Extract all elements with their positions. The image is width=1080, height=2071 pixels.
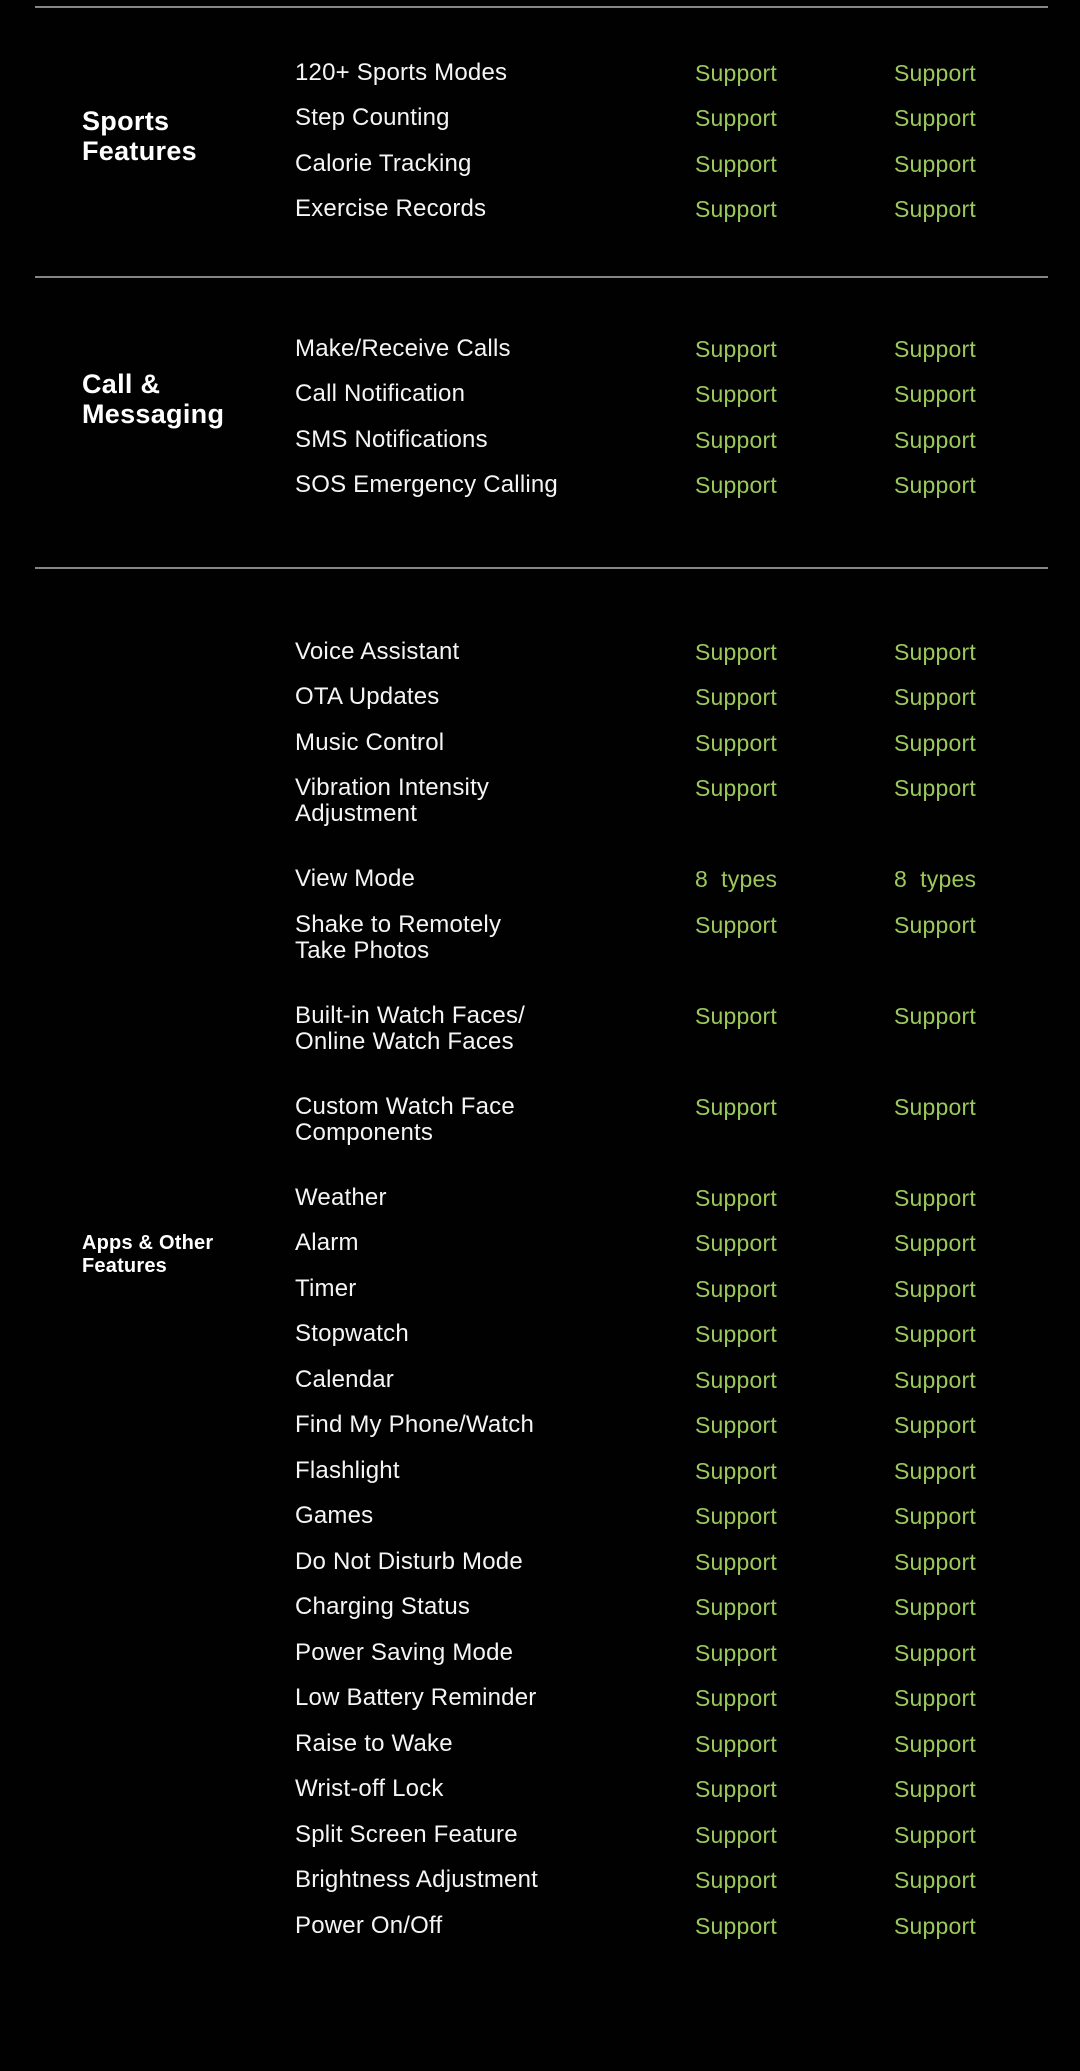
table-row [295,1676,1080,1722]
table-row [295,629,1080,675]
feature-name-line: Call Notification [295,380,466,407]
section-rows [295,629,1080,1949]
feature-name-line: Low Battery Reminder [295,1684,537,1711]
feature-name-line: Calendar [295,1365,394,1393]
support-value-col2: Support [894,1639,976,1666]
support-value-col2: Support [894,729,976,756]
table-row [295,1494,1080,1540]
section-label [82,106,292,166]
table-row [295,96,1080,142]
support-value-col1: Support [695,1548,777,1575]
table-row [295,1812,1080,1858]
support-value-col1: Support [695,1230,777,1256]
section-label [82,1232,292,1278]
support-value-col2: Support [894,1912,976,1939]
table-row [295,463,1080,509]
section-call-and-messaging [0,326,1080,508]
table-row [295,1903,1080,1949]
feature-name [295,141,695,177]
feature-name [295,1357,695,1393]
section-label-line: Features [82,1255,167,1277]
support-value-col2: Support [894,196,976,222]
support-value-col2: Support [894,426,976,453]
section-label-line: Features [82,136,197,166]
feature-name [295,463,695,499]
feature-name-line: Components [295,1118,434,1146]
feature-name [295,326,695,362]
support-value-col1: Support [695,1821,777,1848]
support-value-col1: Support [695,196,777,222]
support-value-col1: Support [695,1639,777,1666]
feature-name-line: Charging Status [295,1593,471,1620]
feature-name-line: Do Not Disturb Mode [295,1547,523,1575]
table-row [295,902,1080,993]
table-row [295,720,1080,766]
feature-name [295,1221,695,1257]
support-value-col2: Support [894,105,976,131]
feature-name [295,1721,695,1757]
feature-name [295,993,695,1055]
support-value-col2: Support [894,1776,976,1802]
feature-name [295,1539,695,1575]
feature-name [295,1858,695,1894]
section-label [82,369,292,429]
support-value-col1: Support [695,684,777,710]
support-value-col2: Support [894,684,976,710]
feature-name-line: Online Watch Faces [295,1027,514,1055]
feature-name [295,902,695,964]
support-value-col1: Support [695,911,777,938]
table-row [295,1175,1080,1221]
table-row [295,1585,1080,1631]
support-value-col2: Support [894,1275,976,1302]
section-label-line: Apps & Other [82,1232,214,1254]
section-sports-features [0,50,1080,232]
table-row [295,1630,1080,1676]
feature-name-line: Shake to Remotely [295,910,502,938]
table-row [295,187,1080,233]
support-value-col2: Support [894,1867,976,1893]
support-value-col2: Support [894,1366,976,1393]
feature-name-line: Make/Receive Calls [295,334,511,362]
feature-name [295,50,695,86]
table-row [295,141,1080,187]
support-value-col1: Support [695,1093,777,1120]
support-value-col1: Support [695,1321,777,1347]
support-value-col1: Support [695,638,777,665]
feature-name [295,629,695,665]
support-value-col2: Support [894,1002,976,1029]
support-value-col1: Support [695,1366,777,1393]
feature-name-line: Flashlight [295,1456,400,1484]
support-value-col1: Support [695,1776,777,1802]
table-row [295,417,1080,463]
feature-name [295,1312,695,1348]
feature-name [295,1448,695,1484]
support-value-col1: Support [695,1912,777,1939]
feature-name-line: Power On/Off [295,1911,443,1939]
support-value-col1: Support [695,335,777,362]
support-value-col1: Support [695,1457,777,1484]
feature-name-line: Exercise Records [295,195,487,222]
feature-name-line: Games [295,1502,374,1529]
feature-name [295,1676,695,1712]
feature-name [295,1630,695,1666]
table-row [295,1858,1080,1904]
section-apps-and-other-features [0,629,1080,1949]
feature-name [295,1812,695,1848]
support-value-col1: Support [695,1730,777,1757]
feature-name-line: Brightness Adjustment [295,1866,538,1893]
table-row [295,993,1080,1084]
support-value-col2: Support [894,1457,976,1484]
feature-name [295,857,695,893]
support-value-col2: Support [894,381,976,407]
support-value-col1: Support [695,150,777,177]
feature-name-line: Weather [295,1183,387,1211]
feature-name [295,1494,695,1530]
feature-name-line: Stopwatch [295,1320,409,1347]
table-row [295,1403,1080,1449]
table-row [295,372,1080,418]
support-value-col1: Support [695,426,777,453]
feature-name-line: Vibration Intensity [295,774,490,801]
feature-name-line: Built-in Watch Faces/ [295,1001,526,1029]
table-row [295,1448,1080,1494]
feature-name-line: Raise to Wake [295,1729,453,1757]
feature-name-line: Music Control [295,728,445,756]
feature-name [295,372,695,408]
feature-name-line: Power Saving Mode [295,1638,514,1666]
feature-name [295,187,695,223]
support-value-col2: 8 types [894,866,977,892]
table-row [295,1084,1080,1175]
table-row [295,1721,1080,1767]
feature-name [295,417,695,453]
support-value-col2: Support [894,1184,976,1211]
support-value-col2: Support [894,1821,976,1848]
support-value-col1: Support [695,1275,777,1302]
support-value-col2: Support [894,335,976,362]
feature-name-line: Custom Watch Face [295,1092,515,1120]
support-value-col2: Support [894,472,976,498]
support-value-col1: Support [695,1412,777,1438]
table-row [295,675,1080,721]
feature-name-line: 120+ Sports Modes [295,58,508,86]
feature-name-line: Timer [295,1274,357,1302]
feature-name-line: Adjustment [295,800,418,827]
support-value-col1: Support [695,729,777,756]
support-value-col1: Support [695,381,777,407]
section-divider [35,567,1048,569]
support-value-col2: Support [894,775,976,801]
support-value-col1: Support [695,472,777,498]
feature-name [295,1585,695,1621]
section-label-line: Call & [82,369,161,399]
support-value-col2: Support [894,638,976,665]
section-label-line: Sports [82,106,170,136]
support-value-col1: Support [695,1503,777,1529]
table-row [295,766,1080,857]
feature-name [295,675,695,711]
table-row [295,50,1080,96]
feature-name-line: OTA Updates [295,683,440,710]
table-row [295,1357,1080,1403]
table-row [295,1266,1080,1312]
support-value-col1: Support [695,1594,777,1620]
support-value-col1: Support [695,775,777,801]
support-value-col2: Support [894,1412,976,1438]
support-value-col2: Support [894,911,976,938]
table-row [295,1221,1080,1267]
feature-name [295,96,695,132]
support-value-col1: Support [695,1867,777,1893]
feature-name [295,1084,695,1146]
table-row [295,1539,1080,1585]
feature-name [295,720,695,756]
support-value-col1: 8 types [695,866,778,892]
feature-name [295,766,695,828]
feature-name [295,1903,695,1939]
feature-name-line: Alarm [295,1229,359,1256]
support-value-col1: Support [695,1184,777,1211]
feature-name-line: Voice Assistant [295,637,460,665]
feature-name [295,1175,695,1211]
table-row [295,857,1080,903]
support-value-col2: Support [894,1594,976,1620]
table-row [295,1312,1080,1358]
feature-name-line: View Mode [295,865,416,892]
feature-name-line: Find My Phone/Watch [295,1411,535,1438]
section-rows [295,326,1080,508]
support-value-col2: Support [894,1685,976,1711]
section-divider [35,6,1048,8]
feature-name-line: SOS Emergency Calling [295,471,558,498]
support-value-col2: Support [894,1548,976,1575]
feature-name-line: Wrist-off Lock [295,1775,444,1802]
feature-name [295,1767,695,1803]
support-value-col1: Support [695,105,777,131]
support-value-col2: Support [894,1321,976,1347]
support-value-col2: Support [894,1730,976,1757]
support-value-col1: Support [695,1685,777,1711]
feature-name-line: Calorie Tracking [295,149,472,177]
feature-name [295,1266,695,1302]
support-value-col2: Support [894,1230,976,1256]
section-divider [35,276,1048,278]
feature-name [295,1403,695,1439]
support-value-col2: Support [894,150,976,177]
section-rows [295,50,1080,232]
support-value-col1: Support [695,59,777,86]
table-row [295,326,1080,372]
support-value-col2: Support [894,1503,976,1529]
feature-name-line: Split Screen Feature [295,1820,518,1848]
support-value-col2: Support [894,1093,976,1120]
support-value-col2: Support [894,59,976,86]
feature-name-line: Take Photos [295,936,430,964]
feature-name-line: SMS Notifications [295,425,488,453]
section-label-line: Messaging [82,399,225,429]
support-value-col1: Support [695,1002,777,1029]
feature-name-line: Step Counting [295,104,450,131]
table-row [295,1767,1080,1813]
